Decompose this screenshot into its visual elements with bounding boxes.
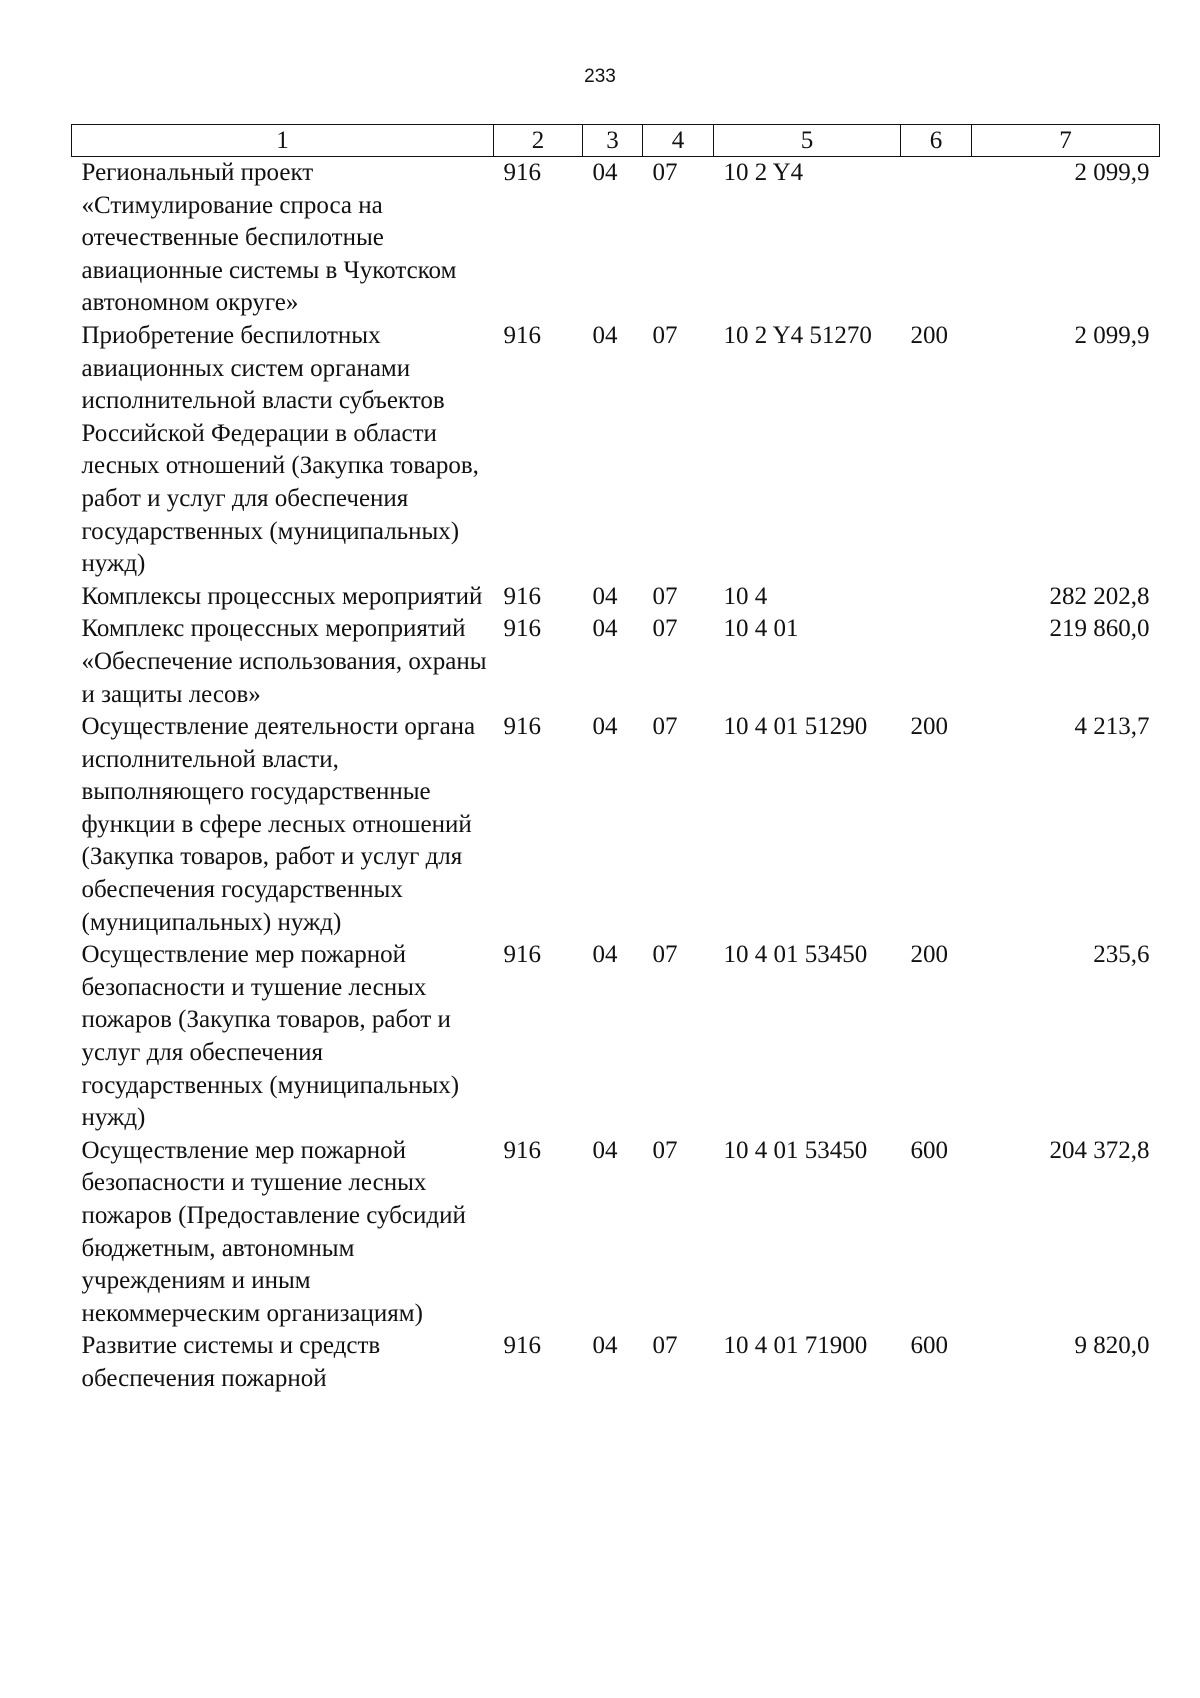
header-col-6: 6 (901, 125, 972, 157)
row-csr: 10 2 Y4 51270 (723, 321, 872, 349)
table-row (72, 711, 1160, 939)
row-vr: 200 (910, 713, 948, 741)
row-sum: 2 099,9 (1074, 321, 1150, 349)
row-sum: 282 202,8 (1049, 582, 1150, 610)
row-name: Осуществление мер пожарной безопасности и тушение лесных пожаров (Закупка товаров, работ и услуг для обеспечения государственных (муниципальных) нужд) (81, 941, 460, 1132)
row-pr: 07 (652, 321, 678, 349)
row-gr: 916 (503, 941, 541, 969)
row-rz: 04 (592, 941, 618, 969)
row-gr: 916 (503, 582, 541, 610)
row-rz: 04 (592, 615, 618, 643)
row-csr: 10 4 01 53450 (723, 941, 868, 969)
row-sum: 2 099,9 (1074, 159, 1150, 186)
row-vr: 600 (910, 1136, 948, 1164)
header-col-2: 2 (494, 125, 583, 157)
row-csr: 10 4 01 51290 (723, 713, 868, 741)
table-body (72, 157, 1160, 1396)
header-row (72, 125, 1160, 157)
table-row (72, 939, 1160, 1135)
table-header (72, 125, 1160, 157)
row-csr: 10 4 01 71900 (723, 1332, 868, 1360)
row-gr: 916 (503, 615, 541, 643)
row-vr: 200 (910, 321, 948, 349)
row-gr: 916 (503, 1136, 541, 1164)
header-col-7: 7 (972, 125, 1160, 157)
row-rz: 04 (592, 1332, 618, 1360)
row-vr: 200 (910, 941, 948, 969)
row-vr: 600 (910, 1332, 948, 1360)
row-vr (901, 581, 972, 614)
table-row (72, 581, 1160, 614)
row-name: Осуществление мер пожарной безопасности и тушение лесных пожаров (Предоставление субсидий бюджетным, автономным учреждениям и иным некоммерческим организациям) (81, 1136, 466, 1327)
row-csr: 10 4 (723, 582, 768, 610)
row-name: Комплекс процессных мероприятий «Обеспечение использования, охраны и защиты лесов» (81, 615, 487, 708)
row-pr: 07 (652, 159, 678, 186)
row-gr: 916 (503, 321, 541, 349)
row-name: Осуществление деятельности органа исполнительной власти, выполняющего государственные функции в сфере лесных отношений (Закупка товаров, работ и услуг для обеспечения государственных (муниципальных) нужд) (81, 713, 476, 936)
row-pr: 07 (652, 582, 678, 610)
row-rz: 04 (592, 159, 618, 186)
row-gr: 916 (503, 1332, 541, 1360)
row-vr (901, 613, 972, 711)
row-vr (901, 157, 972, 320)
row-pr: 07 (652, 713, 678, 741)
row-pr: 07 (652, 615, 678, 643)
row-sum: 219 860,0 (1049, 615, 1150, 643)
row-rz: 04 (592, 713, 618, 741)
budget-table (71, 124, 1160, 1396)
row-name: Развитие системы и средств обеспечения пожарной (81, 1332, 381, 1392)
row-csr: 10 2 Y4 (723, 159, 804, 186)
row-sum: 235,6 (1093, 941, 1150, 969)
row-name: Приобретение беспилотных авиационных систем органами исполнительной власти субъектов Российской Федерации в области лесных отношений (Закупка товаров, работ и услуг для обеспечения государственных (муниципальных) нужд) (81, 321, 479, 578)
table-row (72, 1330, 1160, 1395)
row-gr: 916 (503, 713, 541, 741)
row-rz: 04 (592, 582, 618, 610)
row-sum: 4 213,7 (1074, 713, 1150, 741)
page-number: 233 (584, 66, 616, 87)
header-col-1: 1 (72, 125, 494, 157)
row-sum: 204 372,8 (1049, 1136, 1150, 1164)
table-row (72, 1135, 1160, 1331)
row-rz: 04 (592, 321, 618, 349)
header-col-3: 3 (583, 125, 643, 157)
row-pr: 07 (652, 941, 678, 969)
row-pr: 07 (652, 1136, 678, 1164)
row-csr: 10 4 01 53450 (723, 1136, 868, 1164)
row-sum: 9 820,0 (1074, 1332, 1150, 1360)
row-name: Региональный проект «Стимулирование спроса на отечественные беспилотные авиационные системы в Чукотском автономном округе» (81, 159, 457, 317)
header-col-4: 4 (643, 125, 714, 157)
row-rz: 04 (592, 1136, 618, 1164)
row-csr: 10 4 01 (723, 615, 799, 643)
header-col-5: 5 (714, 125, 901, 157)
table-row (72, 320, 1160, 581)
table-row (72, 613, 1160, 711)
row-pr: 07 (652, 1332, 678, 1360)
row-name: Комплексы процессных мероприятий (81, 582, 483, 610)
table-row (72, 157, 1160, 320)
row-gr: 916 (503, 159, 541, 186)
